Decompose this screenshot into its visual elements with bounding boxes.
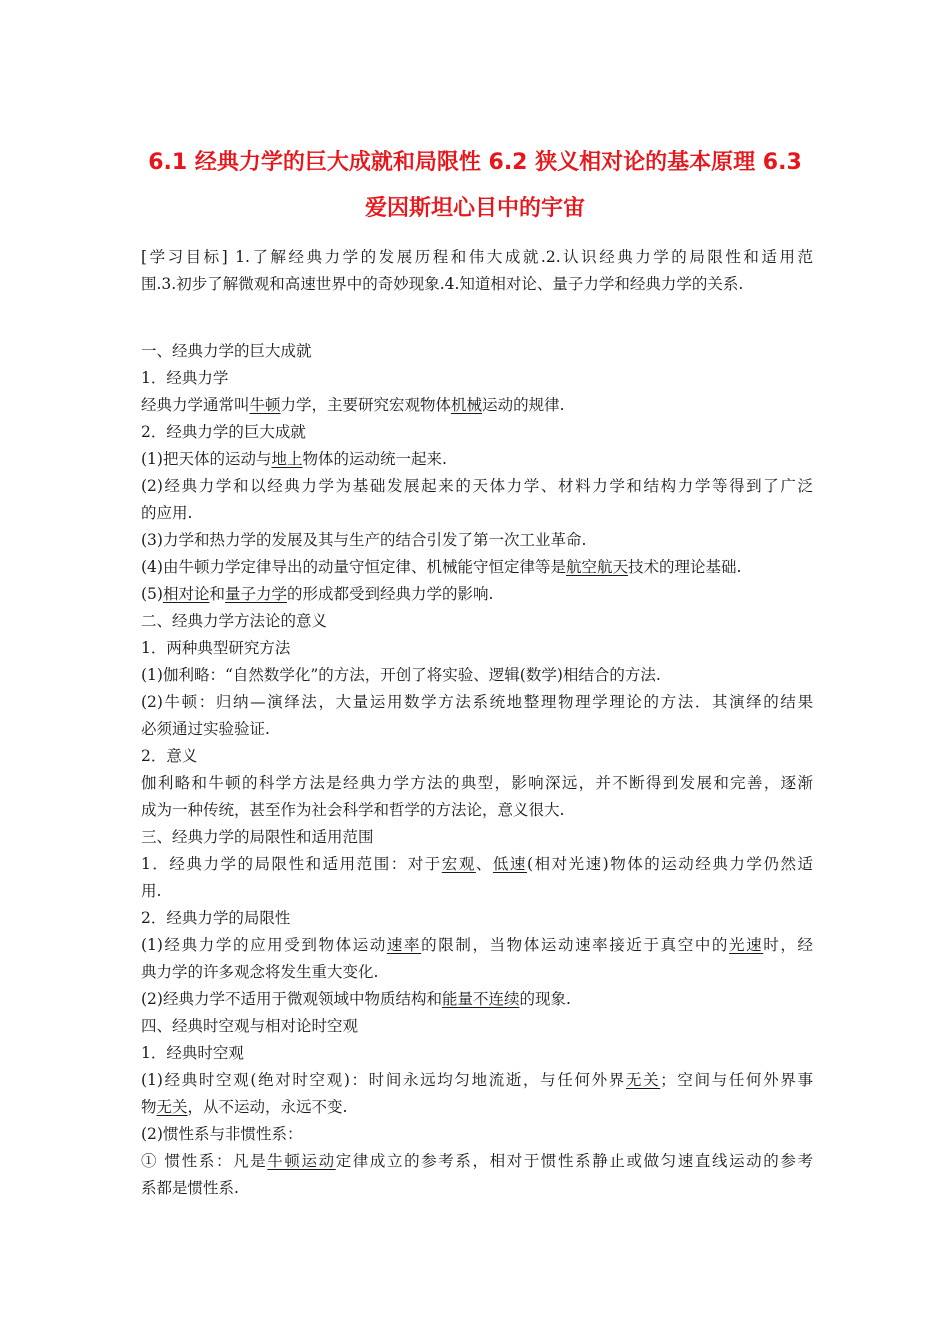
blank-answer: 量子力学 (225, 585, 288, 603)
blank-answer: 机械 (451, 396, 483, 414)
section-4-item-3-line-1: ① 惯性系：凡是牛顿运动定律成立的参考系，相对于惯性系静止或做匀速直线运动的参考 (141, 1152, 813, 1170)
blank-answer: 光速 (729, 936, 764, 954)
section-1-heading: 一、经典力学的巨大成就 (141, 342, 312, 360)
section-3-item-1-line-1: 1．经典力学的局限性和适用范围：对于宏观、低速(相对光速)物体的运动经典力学仍然适 (141, 855, 813, 873)
section-2-heading: 二、经典力学方法论的意义 (141, 612, 328, 630)
blank-answer: 低速 (492, 855, 527, 873)
section-1-item-3: (3)力学和热力学的发展及其与生产的结合引发了第一次工业革命. (141, 531, 587, 549)
section-3-sub-2: 2．经典力学的局限性 (141, 909, 291, 927)
section-2-item-1: (1)伽利略：“自然数学化”的方法，开创了将实验、逻辑(数学)相结合的方法. (141, 666, 661, 684)
blank-answer: 地上 (271, 450, 303, 468)
section-4-item-3-line-2: 系都是惯性系. (141, 1179, 239, 1197)
blank-answer: 无关 (625, 1071, 661, 1089)
section-1-item-1: (1)把天体的运动与地上物体的运动统一起来. (141, 450, 447, 468)
section-2-para-line-2: 成为一种传统，甚至作为社会科学和哲学的方法论，意义很大. (141, 801, 565, 819)
section-2-para-line-1: 伽利略和牛顿的科学方法是经典力学方法的典型，影响深远，并不断得到发展和完善，逐渐 (141, 774, 813, 792)
blank-answer: 相对论 (162, 585, 210, 603)
blank-answer: 速率 (386, 936, 422, 954)
section-1-sub-2: 2．经典力学的巨大成就 (141, 423, 306, 441)
section-3-item-3: (2)经典力学不适用于微观领域中物质结构和能量不连续的现象. (141, 990, 571, 1008)
section-2-sub-1: 1．两种典型研究方法 (141, 639, 291, 657)
section-1-item-5: (5)相对论和量子力学的形成都受到经典力学的影响. (141, 585, 494, 603)
objectives-line-2: 围.3.初步了解微观和高速世界中的奇妙现象.4.知道相对论、量子力学和经典力学的关系. (141, 275, 744, 293)
document-title (120, 140, 830, 232)
blank-answer: 无关 (156, 1098, 188, 1116)
section-3-heading: 三、经典力学的局限性和适用范围 (141, 828, 374, 846)
section-1-para-1: 经典力学通常叫牛顿力学，主要研究宏观物体机械运动的规律. (141, 396, 565, 414)
spacer (141, 298, 813, 338)
section-1-item-2-line-2: 的应用. (141, 504, 193, 522)
section-4-sub-1: 1．经典时空观 (141, 1044, 244, 1062)
blank-answer: 航空航天 (565, 558, 628, 576)
blank-answer: 宏观 (441, 855, 476, 873)
section-3-item-2-line-2: 典力学的许多观念将发生重大变化. (141, 963, 379, 981)
blank-answer: 能量不连续 (441, 990, 520, 1008)
section-2-sub-2: 2．意义 (141, 747, 198, 765)
section-4-item-1-line-2: 物无关，从不运动，永远不变. (141, 1098, 348, 1116)
section-2-item-2-line-1: (2)牛顿：归纳—演绎法，大量运用数学方法系统地整理物理学理论的方法．其演绎的结果 (141, 693, 813, 711)
document-body (141, 244, 813, 1202)
section-3-item-2-line-1: (1)经典力学的应用受到物体运动速率的限制，当物体运动速率接近于真空中的光速时，经 (141, 936, 813, 954)
blank-answer: 牛顿运动 (267, 1152, 336, 1170)
section-3-item-1-line-2: 用. (141, 882, 162, 900)
title-line-1: 6.1 经典力学的巨大成就和局限性 6.2 狭义相对论的基本原理 6.3 (148, 150, 802, 175)
title-line-2: 爱因斯坦心目中的宇宙 (364, 196, 585, 221)
section-4-heading: 四、经典时空观与相对论时空观 (141, 1017, 359, 1035)
section-1-item-4: (4)由牛顿力学定律导出的动量守恒定律、机械能守恒定律等是航空航天技术的理论基础. (141, 558, 742, 576)
section-1-sub-1: 1．经典力学 (141, 369, 229, 387)
section-4-item-1-line-1: (1)经典时空观(绝对时空观)：时间永远均匀地流逝，与任何外界无关；空间与任何外界事 (141, 1071, 813, 1089)
objectives-line-1: [学习目标] 1.了解经典力学的发展历程和伟大成就.2.认识经典力学的局限性和适用范 (141, 248, 813, 266)
section-4-item-2: (2)惯性系与非惯性系： (141, 1125, 303, 1143)
section-1-item-2-line-1: (2)经典力学和以经典力学为基础发展起来的天体力学、材料力学和结构力学等得到了广泛 (141, 477, 813, 495)
blank-answer: 牛顿 (249, 396, 281, 414)
section-2-item-2-line-2: 必须通过实验验证. (141, 720, 270, 738)
